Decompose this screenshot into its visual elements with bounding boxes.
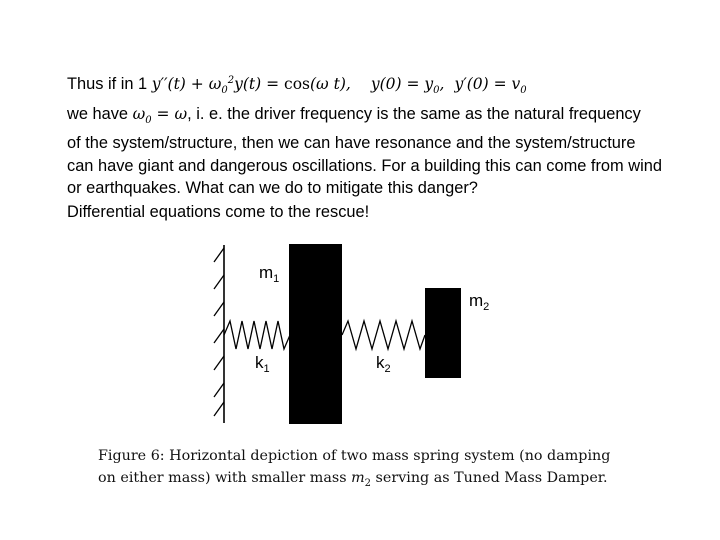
caption-m-sub: 2 [364,477,372,489]
line2-eq: = ω [151,104,188,123]
ic1-sub: 0 [433,85,440,97]
eq-sub0: 0 [221,85,228,97]
mass-m1 [289,244,342,424]
eq-omega: ω [208,75,222,94]
paragraph-line-3: of the system/structure, then we can have resonance and the system/structure [67,134,636,153]
spring-k1 [224,321,290,349]
eq-cos: cos [284,75,310,94]
caption-m: m [351,470,365,486]
line1-prefix: Thus if in 1 [67,75,152,94]
eq-lhs-a: y′′(t) + [151,75,209,94]
label-k2: $k_2$ [376,353,391,375]
line2-rest: , i. e. the driver frequency is the same as the natural frequency [187,104,641,123]
caption-line2-a: on either mass) with smaller mass [98,470,352,486]
label-m2: $m_2$ [469,291,490,313]
eq-sup2: 2 [227,75,235,86]
ic2-text: y′(0) = v [454,75,521,94]
ic1-text: y(0) = y [370,75,434,94]
ic-separator: , [439,75,445,94]
ic2-sub: 0 [520,85,527,97]
rescue-line: Differential equations come to the rescue! [67,203,370,221]
wall-hatching [214,248,224,416]
label-k1: $k_1$ [255,353,270,375]
line2-prefix: we have [67,104,133,123]
caption-line2-b: serving as Tuned Mass Damper. [371,470,608,486]
spring-k2 [342,321,425,349]
caption-line-2 [98,467,698,495]
eq-rhs: (ω t), [309,75,351,94]
paragraph-line-5: or earthquakes. What can we do to mitigate this danger? [67,179,478,198]
caption-line-1: Figure 6: Horizontal depiction of two mass spring system (no damping [98,448,611,464]
figure-caption [98,445,698,495]
eq-lhs-b: y(t) = [234,75,285,94]
mass-m2 [425,288,461,378]
paragraph-line-4: can have giant and dangerous oscillations. For a building this can come from wind [67,156,662,175]
line2-omega: ω [132,104,146,123]
label-m1: $m_1$ [259,263,280,285]
line2-sub0: 0 [145,114,152,126]
